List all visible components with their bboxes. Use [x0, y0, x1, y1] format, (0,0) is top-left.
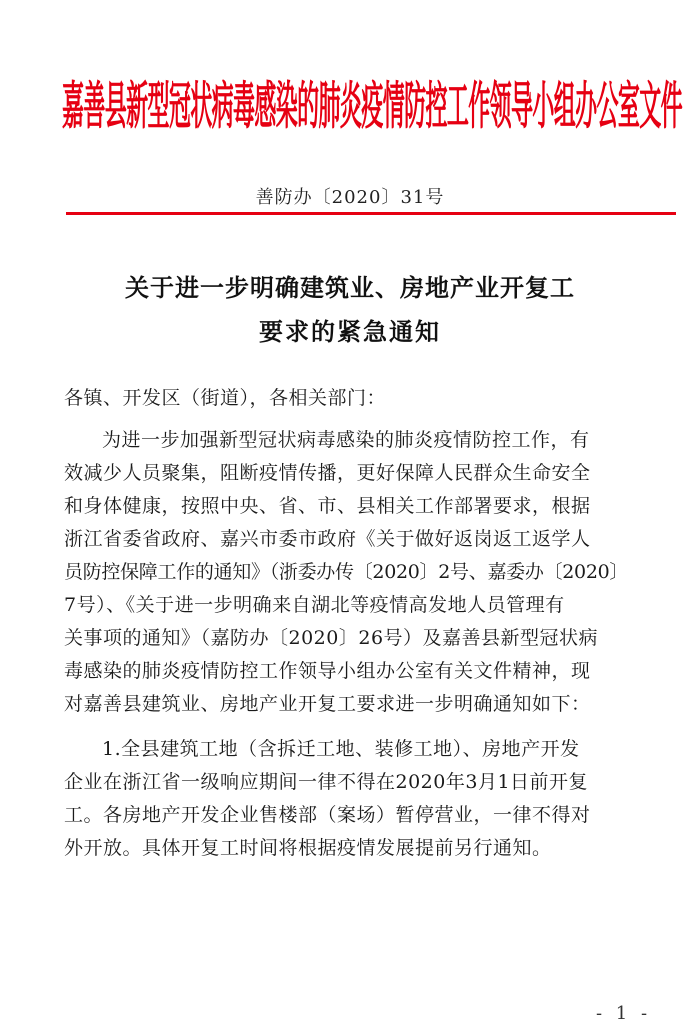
notice-title-line-2: 要求的紧急通知: [259, 318, 441, 346]
paragraph2-line: 企业在浙江省一级响应期间一律不得在2020年3月1日前开复: [64, 771, 589, 793]
paragraph1-line: 和身体健康，按照中央、省、市、县相关工作部署要求，根据: [64, 495, 591, 517]
paragraph2-line: 外开放。具体开复工时间将根据疫情发展提前另行通知。: [64, 837, 552, 859]
paragraph2-line: 工。各房地产开发企业售楼部（案场）暂停营业，一律不得对: [64, 804, 591, 826]
red-divider-line: [66, 212, 676, 215]
paragraph1-line: 关事项的通知》（嘉防办〔2020〕26号）及嘉善县新型冠状病: [64, 627, 599, 649]
paragraph1-line: 对嘉善县建筑业、房地产业开复工要求进一步明确通知如下：: [64, 693, 591, 715]
paragraph1-line: 浙江省委省政府、嘉兴市委市政府《关于做好返岗返工返学人: [64, 528, 591, 550]
paragraph1-line: 7号）、《关于进一步明确来自湖北等疫情高发地人员管理有: [64, 594, 565, 616]
paragraph1-line: 为进一步加强新型冠状病毒感染的肺炎疫情防控工作，有: [102, 429, 590, 451]
paragraph2-line: 1.全县建筑工地（含拆迁工地、装修工地）、房地产开发: [102, 738, 580, 760]
document-number: 善防办〔2020〕31号: [255, 187, 445, 208]
masthead-title: 嘉善县新型冠状病毒感染的肺炎疫情防控工作领导小组办公室文件: [62, 75, 682, 136]
salutation: 各镇、开发区（街道），各相关部门：: [64, 387, 387, 409]
page-number: - 1 -: [596, 1003, 652, 1024]
notice-title-line-1: 关于进一步明确建筑业、房地产业开复工: [125, 274, 575, 302]
paragraph1-line: 毒感染的肺炎疫情防控工作领导小组办公室有关文件精神，现: [64, 660, 591, 682]
paragraph1-line: 员防控保障工作的通知》（浙委办传〔2020〕2号、嘉委办〔2020〕: [64, 561, 629, 583]
paragraph1-line: 效减少人员聚集，阻断疫情传播，更好保障人民群众生命安全: [64, 462, 591, 484]
